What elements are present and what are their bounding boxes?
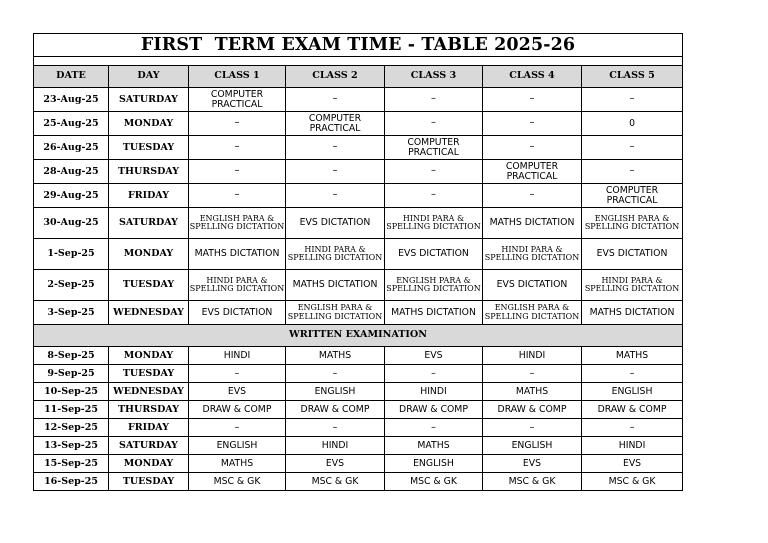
table-row <box>34 112 683 136</box>
class-3-cell: MATHS DICTATION <box>385 301 483 325</box>
class-3-cell: – <box>385 419 483 437</box>
title-row <box>34 34 683 57</box>
class-4-cell: MATHS DICTATION <box>483 208 582 239</box>
class-2-cell: MATHS DICTATION <box>286 270 385 301</box>
table-row <box>34 473 683 491</box>
class-1-cell: DRAW & COMP <box>189 401 286 419</box>
class-3-cell: EVS <box>385 347 483 365</box>
table-row <box>34 347 683 365</box>
class-1-cell: HINDI <box>189 347 286 365</box>
day-cell: SATURDAY <box>109 208 189 239</box>
class-1-cell: – <box>189 419 286 437</box>
spacer-row <box>34 57 683 66</box>
table-row <box>34 455 683 473</box>
table-row <box>34 270 683 301</box>
class-5-cell: EVS <box>582 455 683 473</box>
column-header-class-2: CLASS 2 <box>286 66 385 88</box>
class-5-cell: ENGLISH <box>582 383 683 401</box>
column-header-day: DAY <box>109 66 189 88</box>
class-2-cell: – <box>286 419 385 437</box>
class-5-cell: HINDI PARA & SPELLING DICTATION <box>582 270 683 301</box>
class-5-cell: MATHS <box>582 347 683 365</box>
class-1-cell: MSC & GK <box>189 473 286 491</box>
class-5-cell: – <box>582 136 683 160</box>
date-cell: 1-Sep-25 <box>34 239 109 270</box>
day-cell: WEDNESDAY <box>109 301 189 325</box>
class-5-cell: EVS DICTATION <box>582 239 683 270</box>
class-4-cell: – <box>483 112 582 136</box>
table-row <box>34 401 683 419</box>
class-2-cell: EVS <box>286 455 385 473</box>
date-cell: 11-Sep-25 <box>34 401 109 419</box>
day-cell: MONDAY <box>109 455 189 473</box>
day-cell: TUESDAY <box>109 473 189 491</box>
class-2-cell: MSC & GK <box>286 473 385 491</box>
class-4-cell: EVS DICTATION <box>483 270 582 301</box>
date-cell: 15-Sep-25 <box>34 455 109 473</box>
date-cell: 10-Sep-25 <box>34 383 109 401</box>
class-3-cell: MSC & GK <box>385 473 483 491</box>
class-3-cell: COMPUTER PRACTICAL <box>385 136 483 160</box>
day-cell: THURSDAY <box>109 160 189 184</box>
class-4-cell: MSC & GK <box>483 473 582 491</box>
day-cell: SATURDAY <box>109 88 189 112</box>
day-cell: MONDAY <box>109 239 189 270</box>
section-heading: WRITTEN EXAMINATION <box>34 325 683 347</box>
class-3-cell: – <box>385 365 483 383</box>
class-5-cell: MATHS DICTATION <box>582 301 683 325</box>
class-1-cell: ENGLISH <box>189 437 286 455</box>
class-1-cell: MATHS DICTATION <box>189 239 286 270</box>
class-1-cell: – <box>189 136 286 160</box>
day-cell: FRIDAY <box>109 419 189 437</box>
column-header-class-4: CLASS 4 <box>483 66 582 88</box>
class-1-cell: EVS <box>189 383 286 401</box>
day-cell: FRIDAY <box>109 184 189 208</box>
day-cell: TUESDAY <box>109 270 189 301</box>
table-row <box>34 136 683 160</box>
class-3-cell: DRAW & COMP <box>385 401 483 419</box>
column-header-class-3: CLASS 3 <box>385 66 483 88</box>
date-cell: 9-Sep-25 <box>34 365 109 383</box>
class-4-cell: HINDI PARA & SPELLING DICTATION <box>483 239 582 270</box>
class-1-cell: – <box>189 112 286 136</box>
class-4-cell: ENGLISH <box>483 437 582 455</box>
class-4-cell: – <box>483 419 582 437</box>
day-cell: MONDAY <box>109 347 189 365</box>
class-4-cell: – <box>483 184 582 208</box>
class-2-cell: EVS DICTATION <box>286 208 385 239</box>
class-1-cell: – <box>189 365 286 383</box>
page-title: FIRST TERM EXAM TIME - TABLE 2025-26 <box>34 34 683 57</box>
day-cell: SATURDAY <box>109 437 189 455</box>
class-2-cell: COMPUTER PRACTICAL <box>286 112 385 136</box>
class-3-cell: EVS DICTATION <box>385 239 483 270</box>
class-4-cell: HINDI <box>483 347 582 365</box>
table-row <box>34 437 683 455</box>
class-5-cell: DRAW & COMP <box>582 401 683 419</box>
date-cell: 30-Aug-25 <box>34 208 109 239</box>
column-header-class-5: CLASS 5 <box>582 66 683 88</box>
table-row <box>34 88 683 112</box>
class-3-cell: ENGLISH <box>385 455 483 473</box>
class-1-cell: EVS DICTATION <box>189 301 286 325</box>
class-1-cell: MATHS <box>189 455 286 473</box>
class-1-cell: ENGLISH PARA & SPELLING DICTATION <box>189 208 286 239</box>
class-2-cell: – <box>286 184 385 208</box>
class-4-cell: MATHS <box>483 383 582 401</box>
day-cell: TUESDAY <box>109 365 189 383</box>
class-3-cell: HINDI PARA & SPELLING DICTATION <box>385 208 483 239</box>
class-2-cell: – <box>286 136 385 160</box>
class-4-cell: DRAW & COMP <box>483 401 582 419</box>
class-5-cell: MSC & GK <box>582 473 683 491</box>
table-row <box>34 383 683 401</box>
date-cell: 2-Sep-25 <box>34 270 109 301</box>
class-2-cell: ENGLISH <box>286 383 385 401</box>
date-cell: 26-Aug-25 <box>34 136 109 160</box>
table-row <box>34 419 683 437</box>
class-2-cell: – <box>286 160 385 184</box>
date-cell: 8-Sep-25 <box>34 347 109 365</box>
class-5-cell: HINDI <box>582 437 683 455</box>
date-cell: 12-Sep-25 <box>34 419 109 437</box>
class-5-cell: COMPUTER PRACTICAL <box>582 184 683 208</box>
class-4-cell: COMPUTER PRACTICAL <box>483 160 582 184</box>
day-cell: THURSDAY <box>109 401 189 419</box>
table-row <box>34 365 683 383</box>
class-4-cell: – <box>483 136 582 160</box>
class-3-cell: – <box>385 112 483 136</box>
day-cell: TUESDAY <box>109 136 189 160</box>
table-row <box>34 160 683 184</box>
class-3-cell: – <box>385 160 483 184</box>
class-1-cell: – <box>189 184 286 208</box>
section-row <box>34 325 683 347</box>
class-5-cell: – <box>582 365 683 383</box>
class-3-cell: HINDI <box>385 383 483 401</box>
class-2-cell: – <box>286 88 385 112</box>
column-header-row <box>34 66 683 88</box>
class-5-cell: – <box>582 160 683 184</box>
day-cell: MONDAY <box>109 112 189 136</box>
date-cell: 13-Sep-25 <box>34 437 109 455</box>
date-cell: 3-Sep-25 <box>34 301 109 325</box>
column-header-date: DATE <box>34 66 109 88</box>
exam-timetable <box>33 33 683 491</box>
day-cell: WEDNESDAY <box>109 383 189 401</box>
class-5-cell: ENGLISH PARA & SPELLING DICTATION <box>582 208 683 239</box>
class-5-cell: – <box>582 88 683 112</box>
class-1-cell: COMPUTER PRACTICAL <box>189 88 286 112</box>
class-5-cell: – <box>582 419 683 437</box>
table-row <box>34 301 683 325</box>
class-3-cell: – <box>385 88 483 112</box>
class-2-cell: ENGLISH PARA & SPELLING DICTATION <box>286 301 385 325</box>
table-row <box>34 208 683 239</box>
class-2-cell: DRAW & COMP <box>286 401 385 419</box>
class-3-cell: MATHS <box>385 437 483 455</box>
spacer-cell <box>34 57 683 66</box>
table-row <box>34 239 683 270</box>
class-2-cell: MATHS <box>286 347 385 365</box>
class-5-cell: 0 <box>582 112 683 136</box>
date-cell: 28-Aug-25 <box>34 160 109 184</box>
column-header-class-1: CLASS 1 <box>189 66 286 88</box>
table-row <box>34 184 683 208</box>
class-1-cell: HINDI PARA & SPELLING DICTATION <box>189 270 286 301</box>
date-cell: 16-Sep-25 <box>34 473 109 491</box>
date-cell: 29-Aug-25 <box>34 184 109 208</box>
class-2-cell: HINDI PARA & SPELLING DICTATION <box>286 239 385 270</box>
date-cell: 25-Aug-25 <box>34 112 109 136</box>
class-3-cell: – <box>385 184 483 208</box>
class-2-cell: HINDI <box>286 437 385 455</box>
class-4-cell: EVS <box>483 455 582 473</box>
class-3-cell: ENGLISH PARA & SPELLING DICTATION <box>385 270 483 301</box>
class-1-cell: – <box>189 160 286 184</box>
class-4-cell: – <box>483 88 582 112</box>
date-cell: 23-Aug-25 <box>34 88 109 112</box>
class-4-cell: ENGLISH PARA & SPELLING DICTATION <box>483 301 582 325</box>
class-4-cell: – <box>483 365 582 383</box>
class-2-cell: – <box>286 365 385 383</box>
